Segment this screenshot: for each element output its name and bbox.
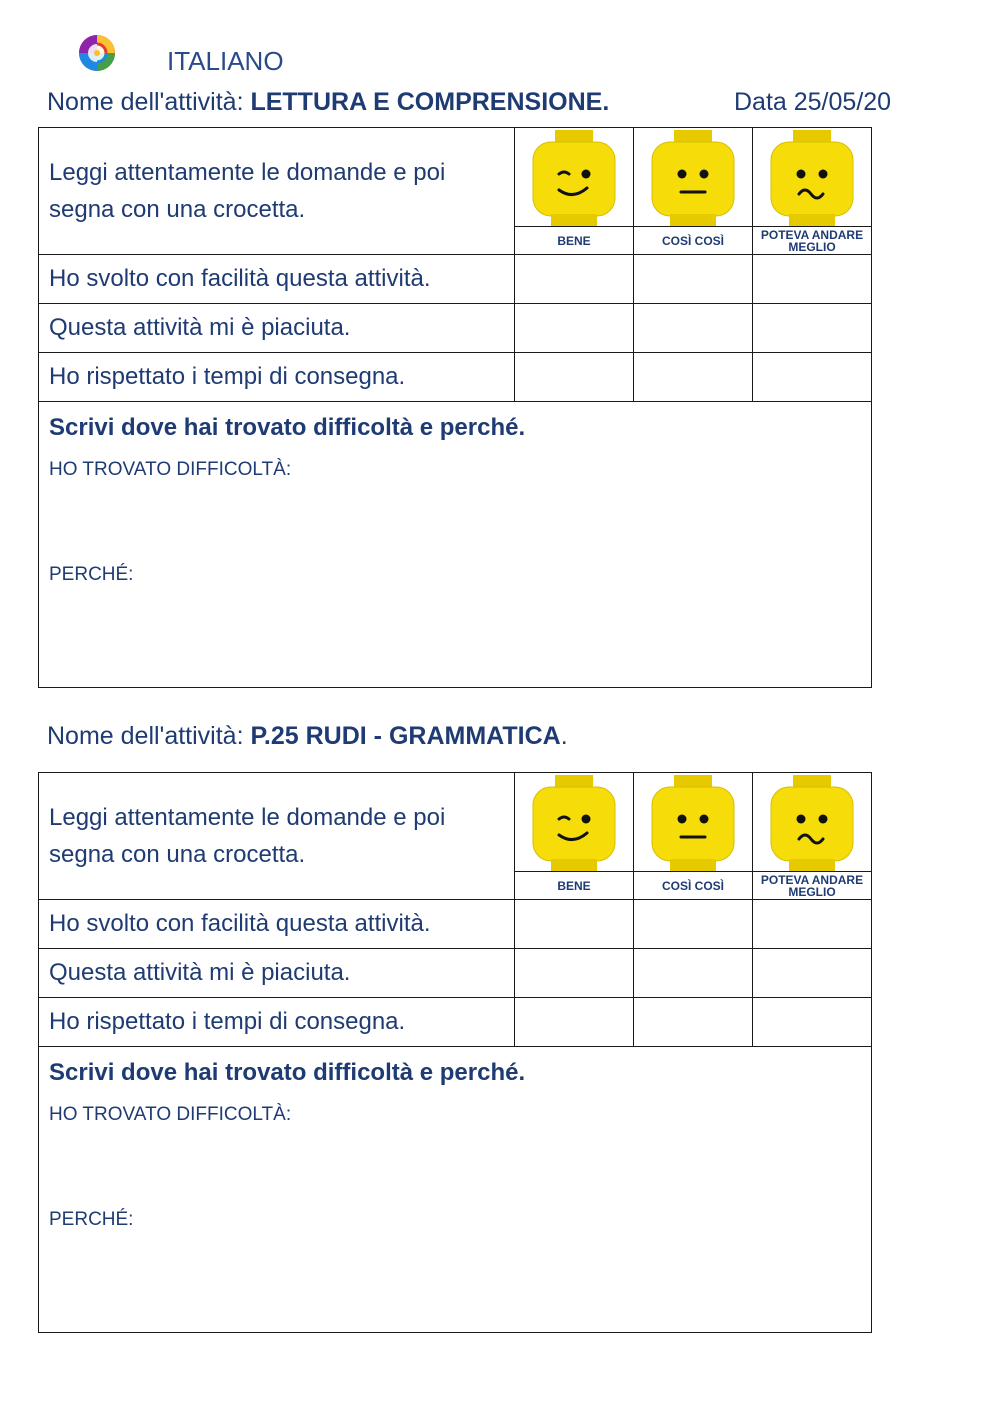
answer-box[interactable]	[753, 304, 872, 353]
face-cell-cosi-cosi	[634, 128, 753, 227]
reason-label: PERCHÉ:	[49, 564, 134, 585]
question-liked: Questa attività mi è piaciuta.	[39, 949, 515, 998]
question-timing: Ho rispettato i tempi di consegna.	[39, 353, 515, 402]
face-cell-bene	[515, 128, 634, 227]
activity-suffix: .	[560, 722, 568, 750]
question-facility: Ho svolto con facilità questa attività.	[39, 900, 515, 949]
answer-box[interactable]	[515, 949, 634, 998]
answer-box[interactable]	[753, 255, 872, 304]
answer-box[interactable]	[515, 998, 634, 1047]
answer-box[interactable]	[753, 900, 872, 949]
activity-heading-2	[47, 722, 568, 751]
activity-heading-1	[47, 88, 609, 117]
neutral-face-icon	[648, 775, 738, 871]
instructions: Leggi attentamente le domande e poi segna con una crocetta.	[39, 773, 515, 900]
unsure-face-icon	[767, 130, 857, 226]
answer-box[interactable]	[634, 255, 753, 304]
difficulty-label: HO TROVATO DIFFICOLTÀ:	[49, 1104, 292, 1125]
question-timing: Ho rispettato i tempi di consegna.	[39, 998, 515, 1047]
self-evaluation-table-1	[38, 127, 872, 688]
self-evaluation-table-2	[38, 772, 872, 1333]
unsure-face-icon	[767, 775, 857, 871]
answer-box[interactable]	[634, 998, 753, 1047]
answer-box[interactable]	[634, 900, 753, 949]
question-facility: Ho svolto con facilità questa attività.	[39, 255, 515, 304]
answer-box[interactable]	[753, 949, 872, 998]
answer-box[interactable]	[515, 353, 634, 402]
difficulty-answer-area[interactable]	[39, 1047, 872, 1333]
reason-label: PERCHÉ:	[49, 1209, 134, 1230]
rating-label-poteva-andare-meglio: POTEVA ANDARE MEGLIO	[753, 227, 872, 255]
rating-label-poteva-andare-meglio: POTEVA ANDARE MEGLIO	[753, 872, 872, 900]
activity-name: P.25 RUDI - GRAMMATICA	[250, 722, 561, 750]
answer-box[interactable]	[515, 304, 634, 353]
neutral-face-icon	[648, 130, 738, 226]
answer-box[interactable]	[634, 353, 753, 402]
activity-prefix: Nome dell'attività:	[47, 88, 251, 116]
answer-box[interactable]	[634, 304, 753, 353]
activity-prefix: Nome dell'attività:	[47, 722, 251, 750]
face-cell-cosi-cosi	[634, 773, 753, 872]
question-liked: Questa attività mi è piaciuta.	[39, 304, 515, 353]
rating-label-bene: BENE	[515, 227, 634, 255]
wink-face-icon	[529, 130, 619, 226]
difficulty-label: HO TROVATO DIFFICOLTÀ:	[49, 459, 292, 480]
difficulty-answer-area[interactable]	[39, 402, 872, 688]
face-cell-poteva-andare-meglio	[753, 773, 872, 872]
rating-label-bene: BENE	[515, 872, 634, 900]
rating-label-cosi-cosi: COSÌ COSÌ	[634, 872, 753, 900]
face-cell-bene	[515, 773, 634, 872]
answer-box[interactable]	[634, 949, 753, 998]
answer-box[interactable]	[515, 255, 634, 304]
difficulty-prompt: Scrivi dove hai trovato difficoltà e perché.	[49, 414, 526, 441]
instructions: Leggi attentamente le domande e poi segna con una crocetta.	[39, 128, 515, 255]
rating-label-cosi-cosi: COSÌ COSÌ	[634, 227, 753, 255]
answer-box[interactable]	[753, 998, 872, 1047]
activity-name: LETTURA E COMPRENSIONE.	[250, 88, 610, 116]
face-cell-poteva-andare-meglio	[753, 128, 872, 227]
subject-title: ITALIANO	[167, 46, 284, 76]
answer-box[interactable]	[515, 900, 634, 949]
answer-box[interactable]	[753, 353, 872, 402]
wink-face-icon	[529, 775, 619, 871]
spiral-logo-icon	[77, 33, 117, 73]
date-label: Data 25/05/20	[734, 88, 892, 116]
difficulty-prompt: Scrivi dove hai trovato difficoltà e perché.	[49, 1059, 526, 1086]
